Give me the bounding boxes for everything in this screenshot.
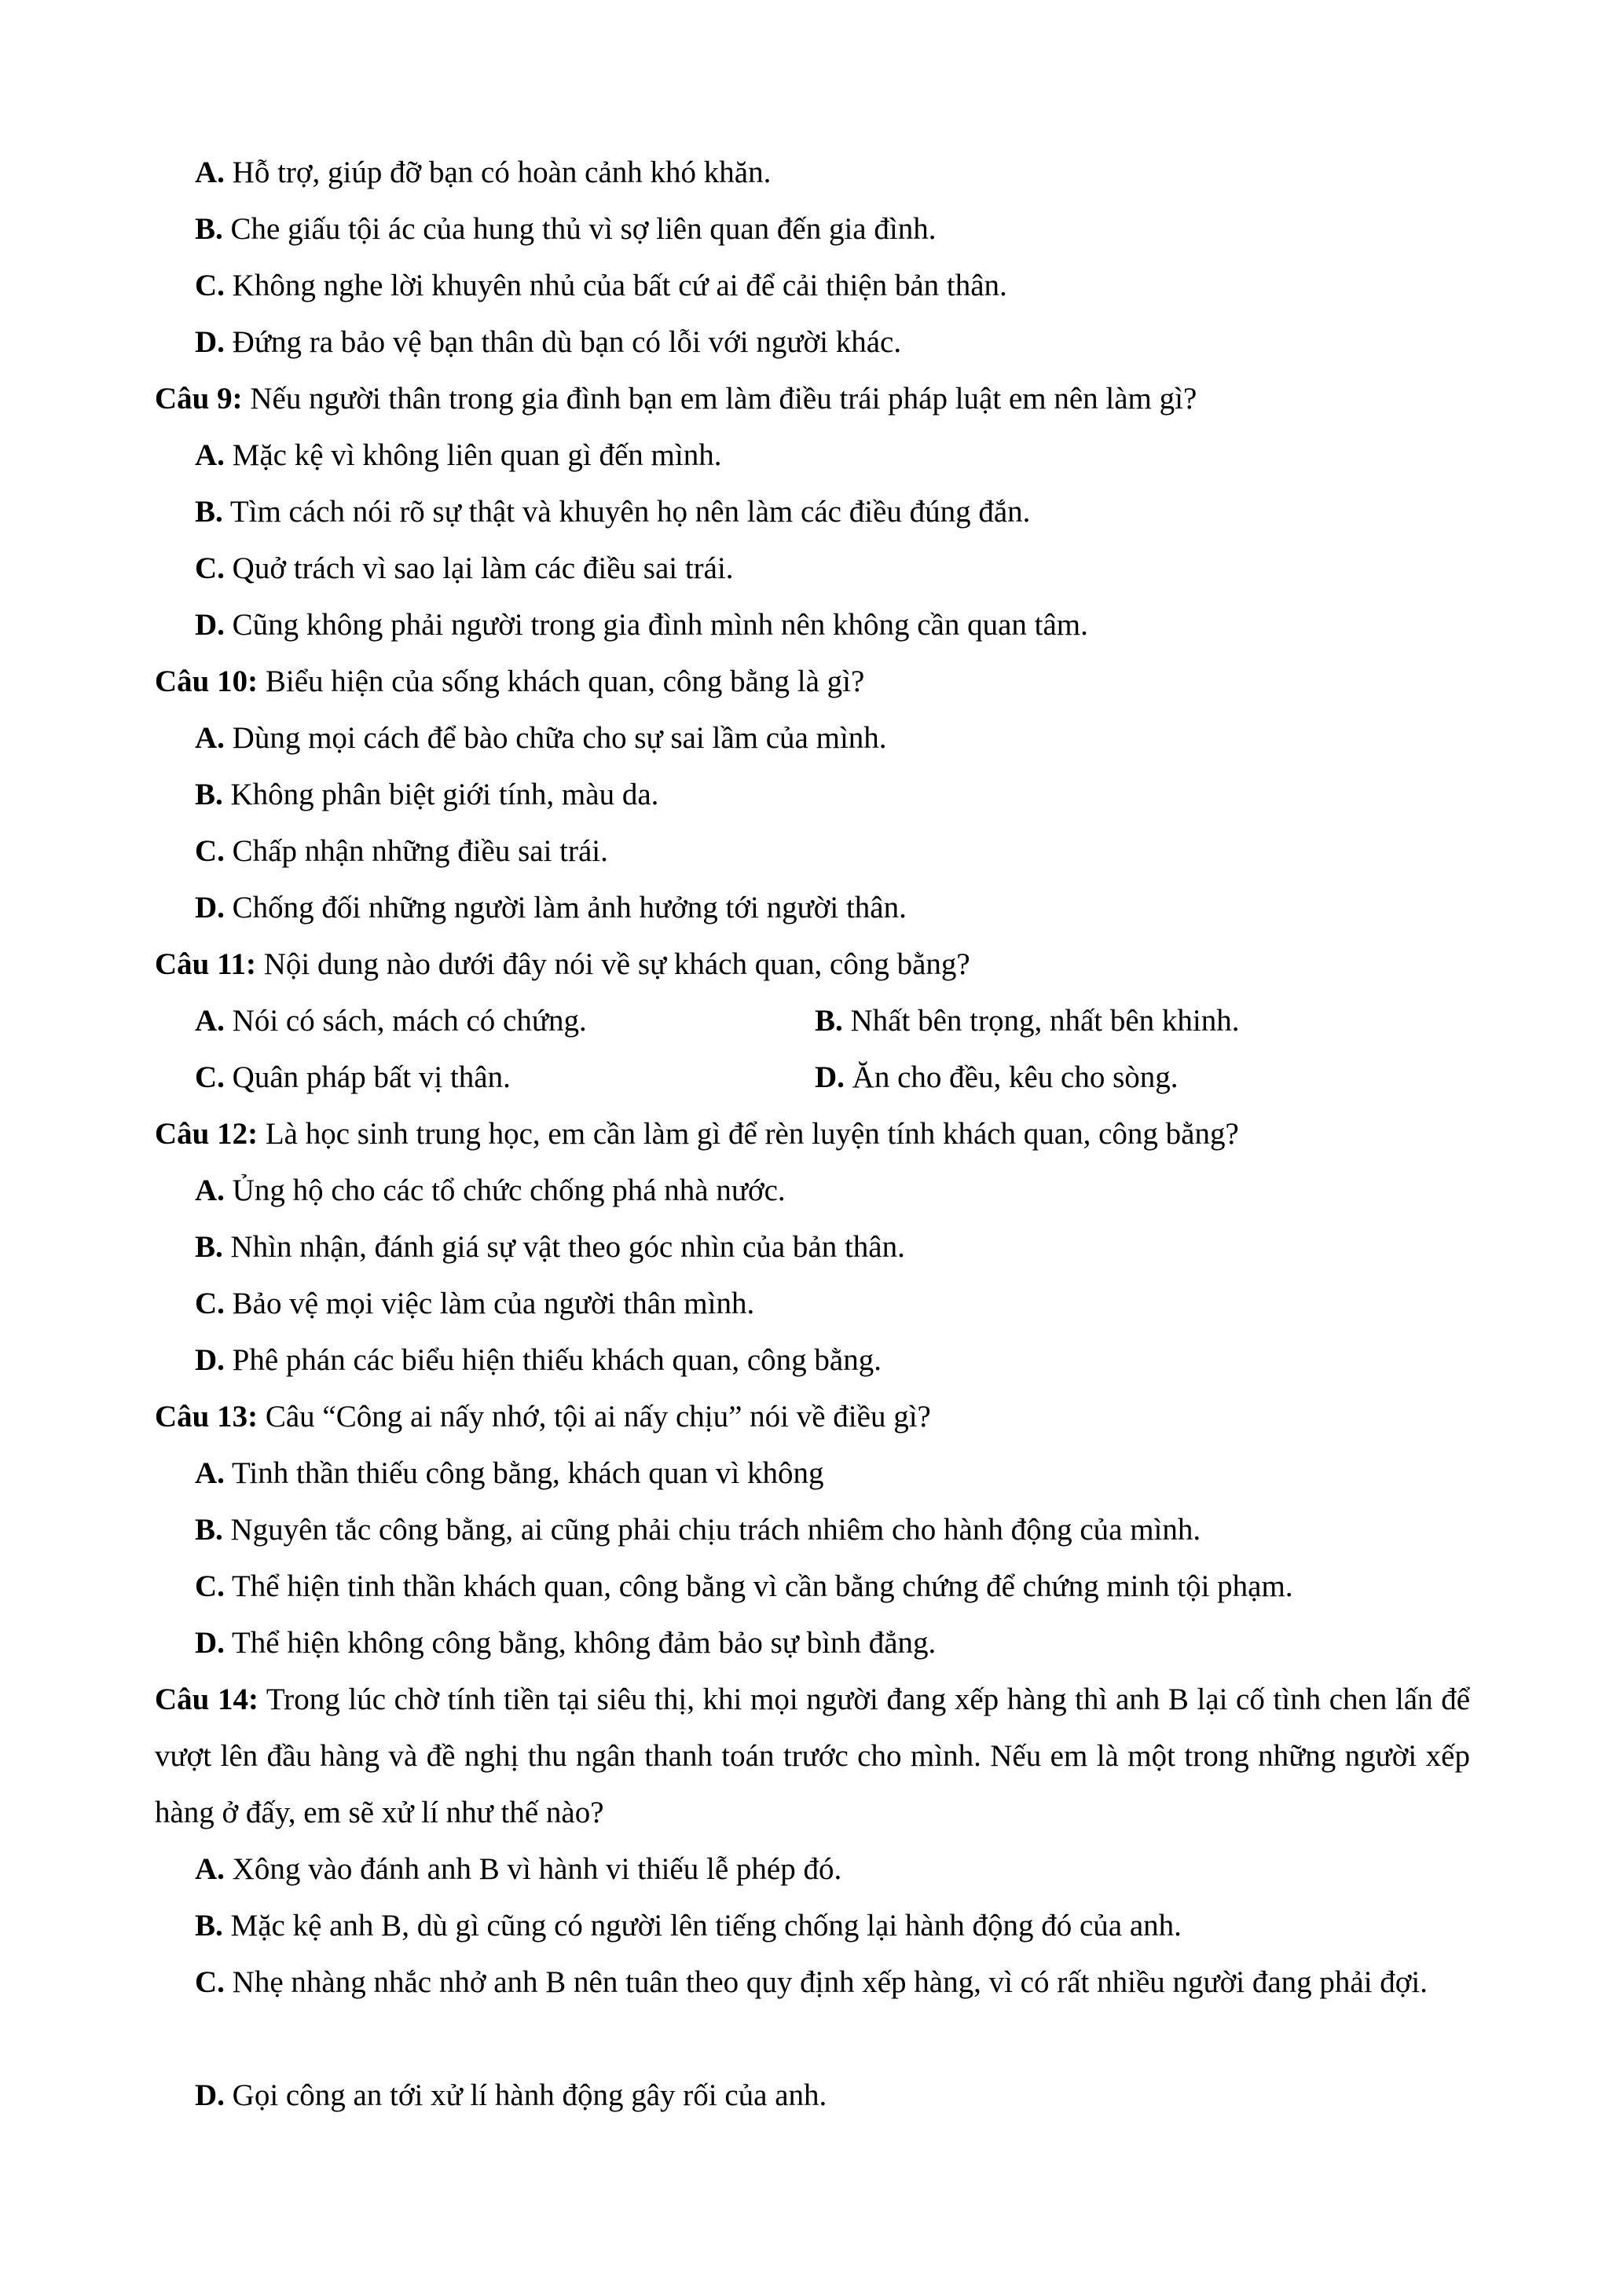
q11-option-d: D. Ăn cho đều, kêu cho sòng. <box>815 1060 1179 1094</box>
q11-option-c: C. Quân pháp bất vị thân. <box>195 1060 511 1094</box>
q11-option-b: B. Nhất bên trọng, nhất bên khinh. <box>815 1004 1240 1038</box>
q14-option-d: D. Gọi công an tới xử lí hành động gây rối của anh. <box>195 2078 827 2112</box>
q14-option-c: C. Nhẹ nhàng nhắc nhở anh B nên tuân theo quy định xếp hàng, vì có rất nhiều người đang phải đợi. <box>195 1965 1428 1999</box>
q13-option-c: C. Thể hiện tinh thần khách quan, công bằng vì cần bằng chứng để chứng minh tội phạm. <box>195 1569 1293 1603</box>
q9-option-d: D. Cũng không phải người trong gia đình mình nên không cần quan tâm. <box>195 608 1088 642</box>
q12-stem: Câu 12: Là học sinh trung học, em cần làm gì để rèn luyện tính khách quan, công bằng? <box>155 1117 1239 1151</box>
q9-stem: Câu 9: Nếu người thân trong gia đình bạn em làm điều trái pháp luật em nên làm gì? <box>155 382 1197 416</box>
q8-option-c: C. Không nghe lời khuyên nhủ của bất cứ ai để cải thiện bản thân. <box>195 269 1007 302</box>
q9-option-b: B. Tìm cách nói rõ sự thật và khuyên họ nên làm các điều đúng đắn. <box>195 495 1031 529</box>
q13-option-d: D. Thể hiện không công bằng, không đảm bảo sự bình đẳng. <box>195 1626 937 1660</box>
q8-option-b: B. Che giấu tội ác của hung thủ vì sợ liên quan đến gia đình. <box>195 212 937 246</box>
q8-option-d: D. Đứng ra bảo vệ bạn thân dù bạn có lỗi với người khác. <box>195 325 902 359</box>
q9-option-c: C. Quở trách vì sao lại làm các điều sai trái. <box>195 551 734 585</box>
q10-option-c: C. Chấp nhận những điều sai trái. <box>195 834 608 868</box>
q11-stem: Câu 11: Nội dung nào dưới đây nói về sự khách quan, công bằng? <box>155 947 970 981</box>
q10-option-d: D. Chống đối những người làm ảnh hưởng tới người thân. <box>195 891 907 925</box>
q12-option-c: C. Bảo vệ mọi việc làm của người thân mình. <box>195 1287 755 1320</box>
q14-option-b: B. Mặc kệ anh B, dù gì cũng có người lên tiếng chống lại hành động đó của anh. <box>195 1909 1182 1943</box>
q12-option-b: B. Nhìn nhận, đánh giá sự vật theo góc nhìn của bản thân. <box>195 1230 905 1264</box>
q13-stem: Câu 13: Câu “Công ai nấy nhớ, tội ai nấy chịu” nói về điều gì? <box>155 1400 931 1434</box>
q14-option-a: A. Xông vào đánh anh B vì hành vi thiếu lễ phép đó. <box>195 1852 842 1886</box>
q12-option-a: A. Ủng hộ cho các tổ chức chống phá nhà nước. <box>195 1174 786 1207</box>
q13-option-b: B. Nguyên tắc công bằng, ai cũng phải chịu trách nhiêm cho hành động của mình. <box>195 1513 1201 1547</box>
q10-stem: Câu 10: Biểu hiện của sống khách quan, công bằng là gì? <box>155 665 865 698</box>
q13-option-a: A. Tinh thần thiếu công bằng, khách quan vì không <box>195 1456 824 1490</box>
q10-option-b: B. Không phân biệt giới tính, màu da. <box>195 778 659 811</box>
q10-option-a: A. Dùng mọi cách để bào chữa cho sự sai lầm của mình. <box>195 721 887 755</box>
q11-option-a: A. Nói có sách, mách có chứng. <box>195 1004 587 1038</box>
q8-option-a: A. Hỗ trợ, giúp đỡ bạn có hoàn cảnh khó khăn. <box>195 156 772 189</box>
q12-option-d: D. Phê phán các biểu hiện thiếu khách quan, công bằng. <box>195 1343 882 1377</box>
q14-stem: Câu 14: Trong lúc chờ tính tiền tại siêu thị, khi mọi người đang xếp hàng thì anh B lại cố tình chen lấn để vượt lên đầu hàng và đề nghị thu ngân thanh toán trước cho mình. Nếu em là một trong những người xếp hàng ở đấy, em sẽ xử lí như thế nào? <box>155 1683 1471 1829</box>
q9-option-a: A. Mặc kệ vì không liên quan gì đến mình. <box>195 438 722 472</box>
